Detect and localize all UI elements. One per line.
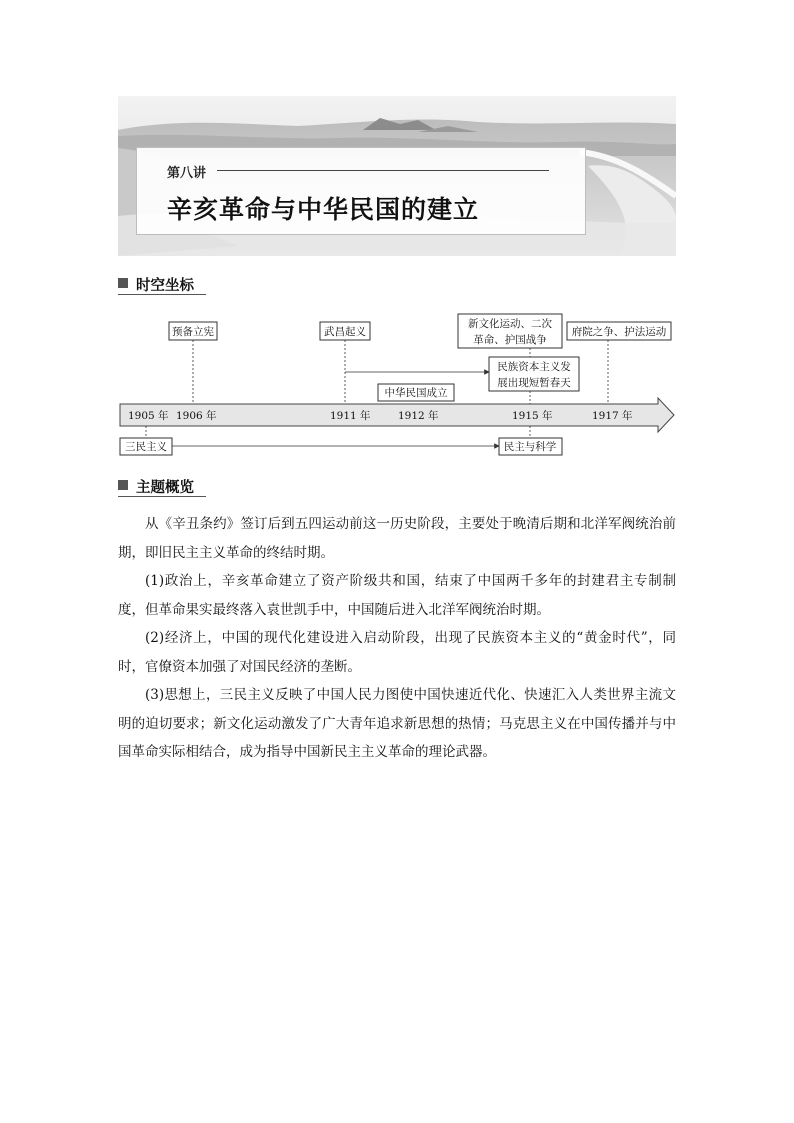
year-1911-label: 1911 年 [330, 410, 371, 422]
event-minzu-line1: 民族资本主义发 [497, 361, 571, 373]
event-xinwenhua-line2: 革命、护国战争 [473, 334, 547, 346]
year-1906-label: 1906 年 [176, 410, 217, 422]
square-bullet-icon [118, 278, 128, 288]
event-sanmin-label: 三民主义 [125, 441, 167, 453]
event-wuchang-label: 武昌起义 [324, 326, 366, 338]
overview-paragraph-thought: (3)思想上，三民主义反映了中国人民力图使中国快速近代化、快速汇入人类世界主流文明的迫切要求；新文化运动激发了广大青年追求新思想的热情；马克思主义在中国传播并与中国革命实际相结合，成为指导中国新民主主义革命的理论武器。 [118, 687, 676, 760]
section-title: 时空坐标 [136, 278, 194, 294]
year-1905-label: 1905 年 [128, 410, 169, 422]
year-1912-label: 1912 年 [398, 410, 439, 422]
timeline-diagram [118, 310, 678, 460]
year-1915-label: 1915 年 [512, 410, 553, 422]
event-yubei-label: 预备立宪 [172, 326, 214, 338]
section-underline [118, 294, 206, 295]
overview-paragraph-economy: (2)经济上，中国的现代化建设进入启动阶段，出现了民族资本主义的“黄金时代”，同时，官僚资本加强了对国民经济的垄断。 [118, 630, 676, 675]
section-underline [118, 496, 206, 497]
event-minzhu-label: 民主与科学 [503, 441, 557, 453]
year-1917-label: 1917 年 [592, 410, 633, 422]
overview-paragraph-politics: (1)政治上，辛亥革命建立了资产阶级共和国，结束了中国两千多年的封建君主专制制度，但革命果实最终落入袁世凯手中，中国随后进入北洋军阀统治时期。 [118, 573, 676, 618]
lecture-number: 第八讲 [167, 166, 207, 181]
square-bullet-icon [118, 480, 128, 490]
overview-paragraph-intro: 从《辛丑条约》签订后到五四运动前这一历史阶段，主要处于晚清后期和北洋军阀统治前期，即旧民主主义革命的终结时期。 [118, 516, 676, 561]
event-xinwenhua-line1: 新文化运动、二次 [468, 318, 552, 330]
event-zhonghua-label: 中华民国成立 [384, 387, 448, 399]
page-title: 辛亥革命与中华民国的建立 [167, 195, 480, 224]
event-minzu-line2: 展出现短暂春天 [497, 377, 571, 389]
section-title: 主题概览 [136, 480, 194, 496]
overview-text [118, 510, 676, 767]
title-divider [217, 170, 549, 171]
title-box [136, 147, 586, 235]
event-fuyuan-label: 府院之争、护法运动 [571, 326, 667, 338]
